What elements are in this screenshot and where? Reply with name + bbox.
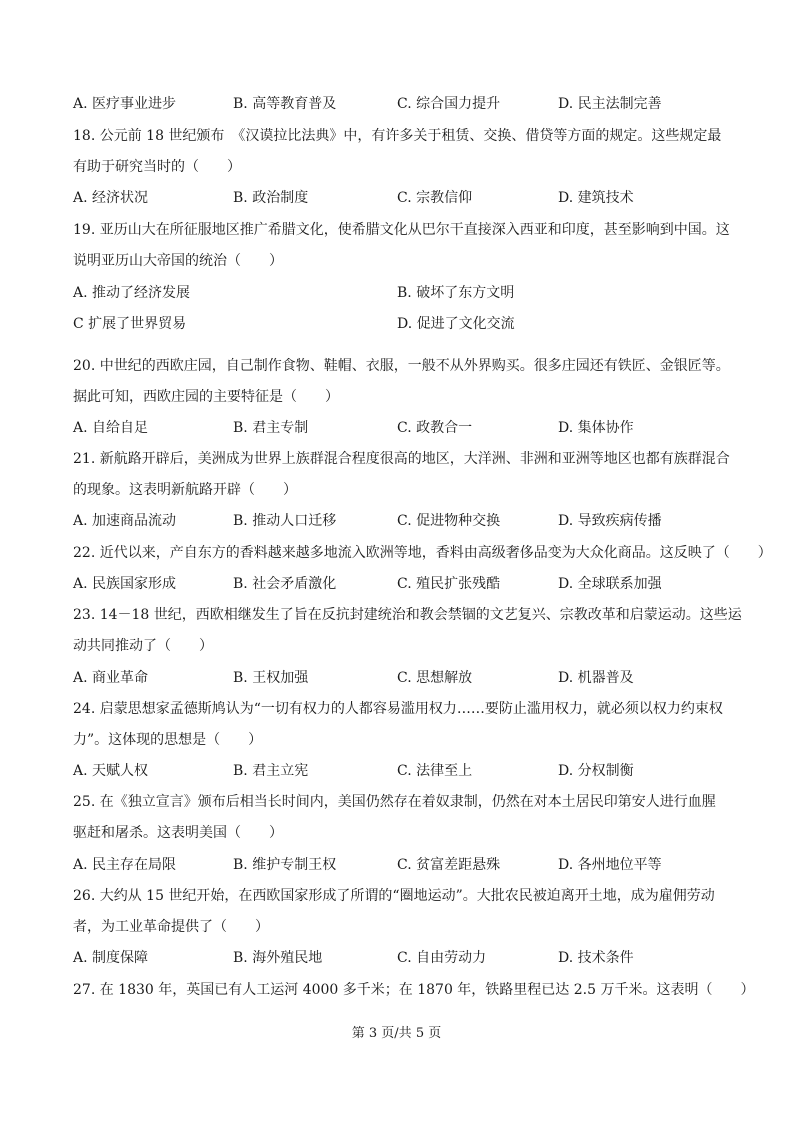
option-a: A. 医疗事业进步 [73, 96, 177, 112]
option-d: D. 各州地位平等 [558, 857, 662, 873]
option-b: B. 君主立宪 [233, 763, 309, 779]
option-c: C 扩展了世界贸易 [73, 316, 187, 332]
option-b: B. 社会矛盾激化 [233, 576, 337, 592]
q25-stem-line-1: 25. 在《独立宣言》颁布后相当长时间内，美国仍然存在着奴隶制，仍然在对本土居民印第安人进行血腥 [73, 794, 716, 810]
q21-stem-line-1: 21. 新航路开辟后，美洲成为世界上族群混合程度很高的地区，大洋洲、非洲和亚洲等地区也都有族群混合 [73, 451, 730, 467]
option-a: A. 商业革命 [73, 670, 149, 686]
option-b: B. 政治制度 [233, 190, 309, 206]
option-a: A. 民族国家形成 [73, 576, 177, 592]
q22-stem-line-1: 22. 近代以来，产自东方的香料越来越多地流入欧洲等地，香料由高级奢侈品变为大众化商品。这反映了（ ） [73, 545, 772, 561]
option-a: A. 经济状况 [73, 190, 149, 206]
option-c: C. 政教合一 [397, 420, 473, 436]
q23-stem-line-1: 23. 14－18 世纪，西欧相继发生了旨在反抗封建统治和教会禁锢的文艺复兴、宗教改革和启蒙运动。这些运 [73, 607, 742, 623]
option-c: C. 殖民扩张残酷 [397, 576, 501, 592]
option-d: D. 促进了文化交流 [397, 316, 515, 332]
option-b: B. 破坏了东方文明 [397, 285, 515, 301]
option-c: C. 贫富差距悬殊 [397, 857, 501, 873]
option-a: A. 加速商品流动 [73, 513, 177, 529]
q18-stem-line-1: 18. 公元前 18 世纪颁布 《汉谟拉比法典》中，有许多关于租赁、交换、借贷等方面的规定。这些规定最 [73, 128, 722, 144]
option-a: A. 自给自足 [73, 420, 149, 436]
option-d: D. 建筑技术 [558, 190, 634, 206]
page-footer: 第 3 页/共 5 页 [351, 1026, 442, 1041]
option-b: B. 推动人口迁移 [233, 513, 337, 529]
option-c: C. 自由劳动力 [397, 950, 487, 966]
q21-stem-line-2: 的现象。这表明新航路开辟（ ） [73, 482, 297, 498]
option-c: C. 促进物种交换 [397, 513, 501, 529]
option-b: B. 维护专制王权 [233, 857, 337, 873]
option-d: D. 导致疾病传播 [558, 513, 662, 529]
q18-stem-line-2: 有助于研究当时的（ ） [73, 159, 241, 175]
q27-stem-line-1: 27. 在 1830 年，英国已有人工运河 4000 多千米；在 1870 年，铁路里程已达 2.5 万千米。这表明（ ） [73, 982, 755, 998]
q24-stem-line-2: 力”。这体现的思想是（ ） [73, 732, 263, 748]
q20-stem-line-2: 据此可知，西欧庄园的主要特征是（ ） [73, 389, 339, 405]
q23-stem-line-2: 动共同推动了（ ） [73, 638, 213, 654]
q25-stem-line-2: 驱赶和屠杀。这表明美国（ ） [73, 825, 283, 841]
q26-stem-line-1: 26. 大约从 15 世纪开始，在西欧国家形成了所谓的“圈地运动”。大批农民被迫离开土地，成为雇佣劳动 [73, 888, 715, 904]
option-a: A. 推动了经济发展 [73, 285, 191, 301]
q24-stem-line-1: 24. 启蒙思想家孟德斯鸠认为“一切有权力的人都容易滥用权力……要防止滥用权力，就必须以权力约束权 [73, 701, 723, 717]
option-c: C. 宗教信仰 [397, 190, 473, 206]
option-b: B. 君主专制 [233, 420, 309, 436]
q19-stem-line-2: 说明亚历山大帝国的统治（ ） [73, 253, 283, 269]
option-d: D. 技术条件 [558, 950, 634, 966]
option-b: B. 王权加强 [233, 670, 309, 686]
option-c: C. 法律至上 [397, 763, 473, 779]
option-a: A. 民主存在局限 [73, 857, 177, 873]
q26-stem-line-2: 者，为工业革命提供了（ ） [73, 919, 269, 935]
q20-stem-line-1: 20. 中世纪的西欧庄园，自己制作食物、鞋帽、衣服，一般不从外界购买。很多庄园还有铁匠、金银匠等。 [73, 358, 730, 374]
option-a: A. 制度保障 [73, 950, 149, 966]
option-c: C. 思想解放 [397, 670, 473, 686]
q19-stem-line-1: 19. 亚历山大在所征服地区推广希腊文化，使希腊文化从巴尔干直接深入西亚和印度，甚至影响到中国。这 [73, 222, 730, 238]
option-d: D. 机器普及 [558, 670, 634, 686]
option-d: D. 民主法制完善 [558, 96, 662, 112]
option-d: D. 分权制衡 [558, 763, 634, 779]
option-c: C. 综合国力提升 [397, 96, 501, 112]
option-b: B. 高等教育普及 [233, 96, 337, 112]
option-d: D. 集体协作 [558, 420, 634, 436]
option-b: B. 海外殖民地 [233, 950, 323, 966]
option-a: A. 天赋人权 [73, 763, 149, 779]
option-d: D. 全球联系加强 [558, 576, 662, 592]
